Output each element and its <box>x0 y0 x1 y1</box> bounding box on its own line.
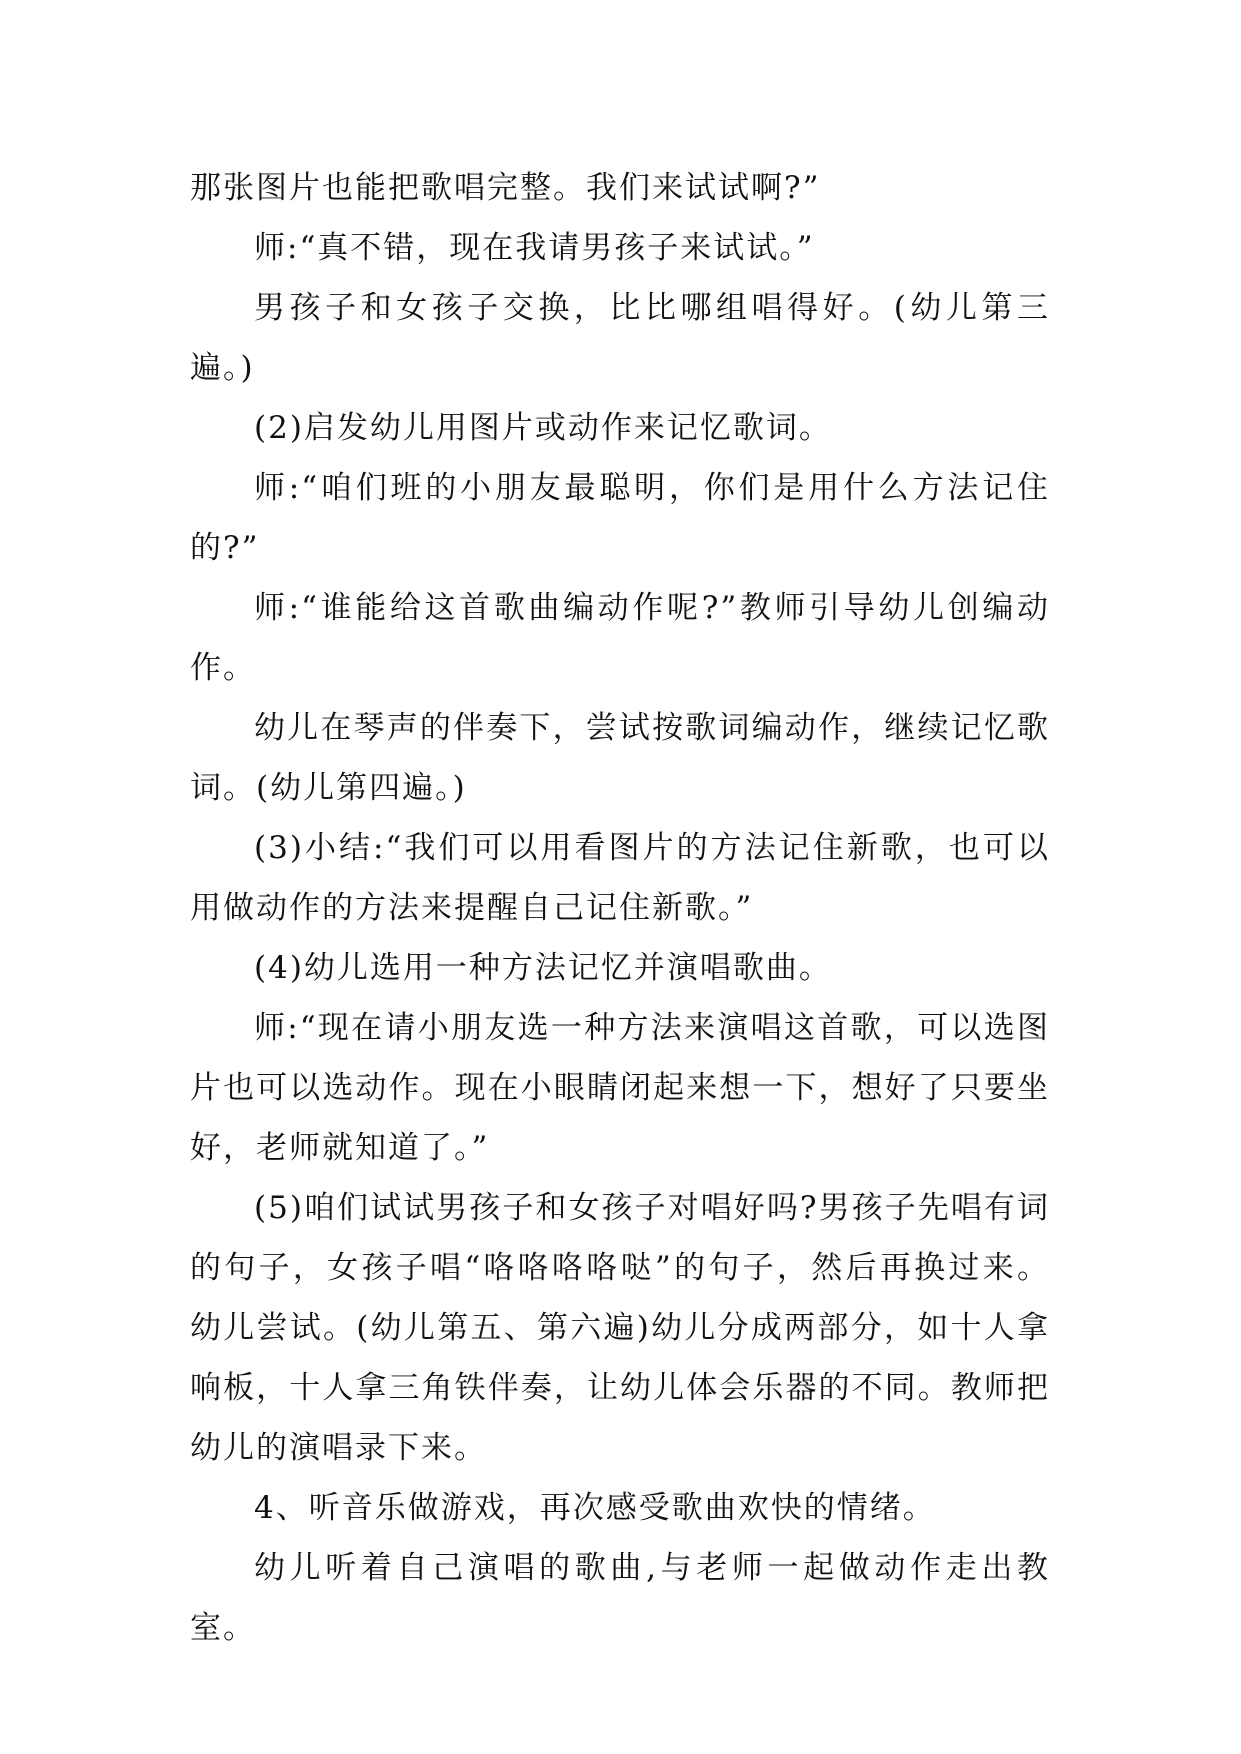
paragraph-11: (5)咱们试试男孩子和女孩子对唱好吗?男孩子先唱有词的句子，女孩子唱“咯咯咯咯哒”的句子，然后再换过来。幼儿尝试。(幼儿第五、第六遍)幼儿分成两部分，如十人拿响板，十人拿三角铁伴奏，让幼儿体会乐器的不同。教师把幼儿的演唱录下来。 <box>190 1190 1050 1466</box>
paragraph-12: 4、听音乐做游戏，再次感受歌曲欢快的情绪。 <box>254 1490 936 1526</box>
document-body <box>190 158 1050 1658</box>
paragraph-4: (2)启发幼儿用图片或动作来记忆歌词。 <box>254 410 832 446</box>
paragraph-1: 那张图片也能把歌唱完整。我们来试试啊?” <box>190 170 821 206</box>
paragraph-5: 师:“咱们班的小朋友最聪明，你们是用什么方法记住的?” <box>190 470 1050 566</box>
paragraph-2: 师:“真不错，现在我请男孩子来试试。” <box>254 230 815 266</box>
paragraph-3: 男孩子和女孩子交换，比比哪组唱得好。(幼儿第三遍。) <box>190 290 1050 386</box>
paragraph-9: (4)幼儿选用一种方法记忆并演唱歌曲。 <box>254 950 832 986</box>
paragraph-13: 幼儿听着自己演唱的歌曲,与老师一起做动作走出教室。 <box>190 1550 1050 1646</box>
paragraph-8: (3)小结:“我们可以用看图片的方法记住新歌，也可以用做动作的方法来提醒自己记住新歌。” <box>190 830 1050 926</box>
paragraph-6: 师:“谁能给这首歌曲编动作呢?”教师引导幼儿创编动作。 <box>190 590 1050 686</box>
paragraph-10: 师:“现在请小朋友选一种方法来演唱这首歌，可以选图片也可以选动作。现在小眼睛闭起来想一下，想好了只要坐好，老师就知道了。” <box>190 1010 1050 1166</box>
paragraph-7: 幼儿在琴声的伴奏下，尝试按歌词编动作，继续记忆歌词。(幼儿第四遍。) <box>190 710 1050 806</box>
